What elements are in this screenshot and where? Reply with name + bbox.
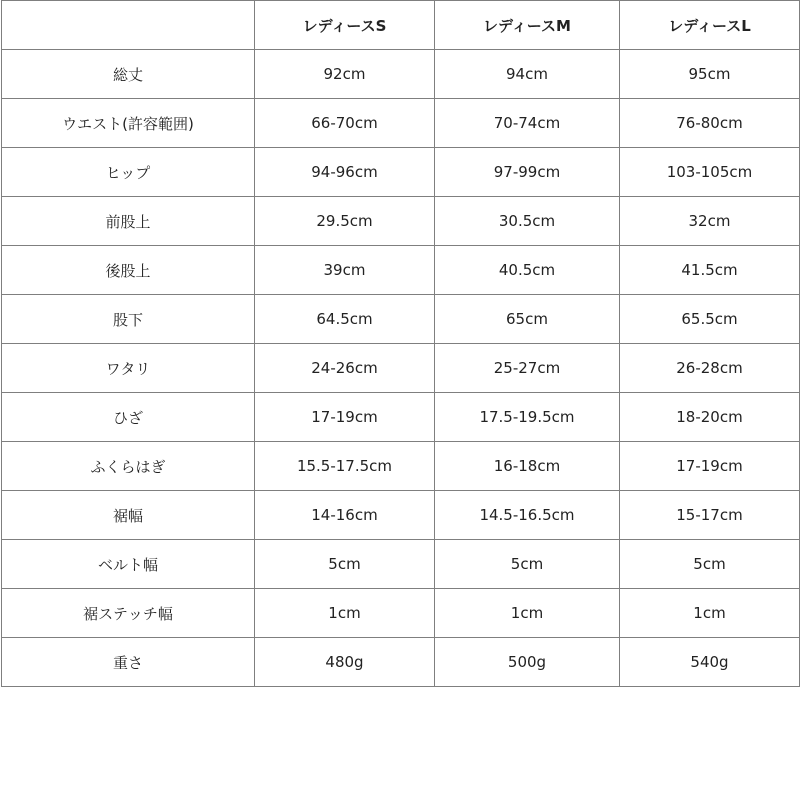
cell-size-s: 24-26cm [255, 344, 435, 393]
table-row [2, 393, 800, 442]
table-row [2, 295, 800, 344]
table-row [2, 197, 800, 246]
table-row [2, 589, 800, 638]
cell-size-m: 97-99cm [435, 148, 620, 197]
size-chart-table [1, 0, 800, 687]
table-row [2, 99, 800, 148]
cell-size-s: 14-16cm [255, 491, 435, 540]
row-label: 裾ステッチ幅 [2, 589, 255, 638]
table-row [2, 148, 800, 197]
cell-size-l: 65.5cm [620, 295, 800, 344]
header-row [2, 1, 800, 50]
row-label: ふくらはぎ [2, 442, 255, 491]
header-corner-cell [2, 1, 255, 50]
row-label: 後股上 [2, 246, 255, 295]
header-size-s: レディースS [255, 1, 435, 50]
cell-size-m: 30.5cm [435, 197, 620, 246]
header-size-l: レディースL [620, 1, 800, 50]
cell-size-l: 540g [620, 638, 800, 687]
cell-size-l: 103-105cm [620, 148, 800, 197]
cell-size-l: 15-17cm [620, 491, 800, 540]
cell-size-m: 40.5cm [435, 246, 620, 295]
cell-size-m: 94cm [435, 50, 620, 99]
cell-size-s: 29.5cm [255, 197, 435, 246]
header-size-m: レディースM [435, 1, 620, 50]
cell-size-m: 65cm [435, 295, 620, 344]
table-row [2, 50, 800, 99]
row-label: 総丈 [2, 50, 255, 99]
row-label: 裾幅 [2, 491, 255, 540]
cell-size-s: 66-70cm [255, 99, 435, 148]
table-row [2, 246, 800, 295]
cell-size-l: 5cm [620, 540, 800, 589]
cell-size-m: 17.5-19.5cm [435, 393, 620, 442]
cell-size-l: 76-80cm [620, 99, 800, 148]
table-row [2, 540, 800, 589]
cell-size-l: 32cm [620, 197, 800, 246]
cell-size-l: 95cm [620, 50, 800, 99]
cell-size-l: 17-19cm [620, 442, 800, 491]
row-label: ベルト幅 [2, 540, 255, 589]
row-label: ひざ [2, 393, 255, 442]
table-row [2, 491, 800, 540]
cell-size-m: 1cm [435, 589, 620, 638]
cell-size-l: 1cm [620, 589, 800, 638]
row-label: 重さ [2, 638, 255, 687]
table-row [2, 442, 800, 491]
cell-size-m: 16-18cm [435, 442, 620, 491]
cell-size-l: 26-28cm [620, 344, 800, 393]
cell-size-l: 41.5cm [620, 246, 800, 295]
cell-size-m: 5cm [435, 540, 620, 589]
cell-size-s: 5cm [255, 540, 435, 589]
cell-size-s: 64.5cm [255, 295, 435, 344]
cell-size-s: 1cm [255, 589, 435, 638]
row-label: 前股上 [2, 197, 255, 246]
cell-size-s: 480g [255, 638, 435, 687]
row-label: ヒップ [2, 148, 255, 197]
cell-size-s: 94-96cm [255, 148, 435, 197]
cell-size-s: 15.5-17.5cm [255, 442, 435, 491]
cell-size-m: 14.5-16.5cm [435, 491, 620, 540]
table-row [2, 638, 800, 687]
cell-size-m: 70-74cm [435, 99, 620, 148]
cell-size-s: 17-19cm [255, 393, 435, 442]
cell-size-s: 92cm [255, 50, 435, 99]
row-label: 股下 [2, 295, 255, 344]
cell-size-s: 39cm [255, 246, 435, 295]
table-row [2, 344, 800, 393]
cell-size-m: 500g [435, 638, 620, 687]
row-label: ワタリ [2, 344, 255, 393]
row-label: ウエスト(許容範囲) [2, 99, 255, 148]
cell-size-l: 18-20cm [620, 393, 800, 442]
cell-size-m: 25-27cm [435, 344, 620, 393]
